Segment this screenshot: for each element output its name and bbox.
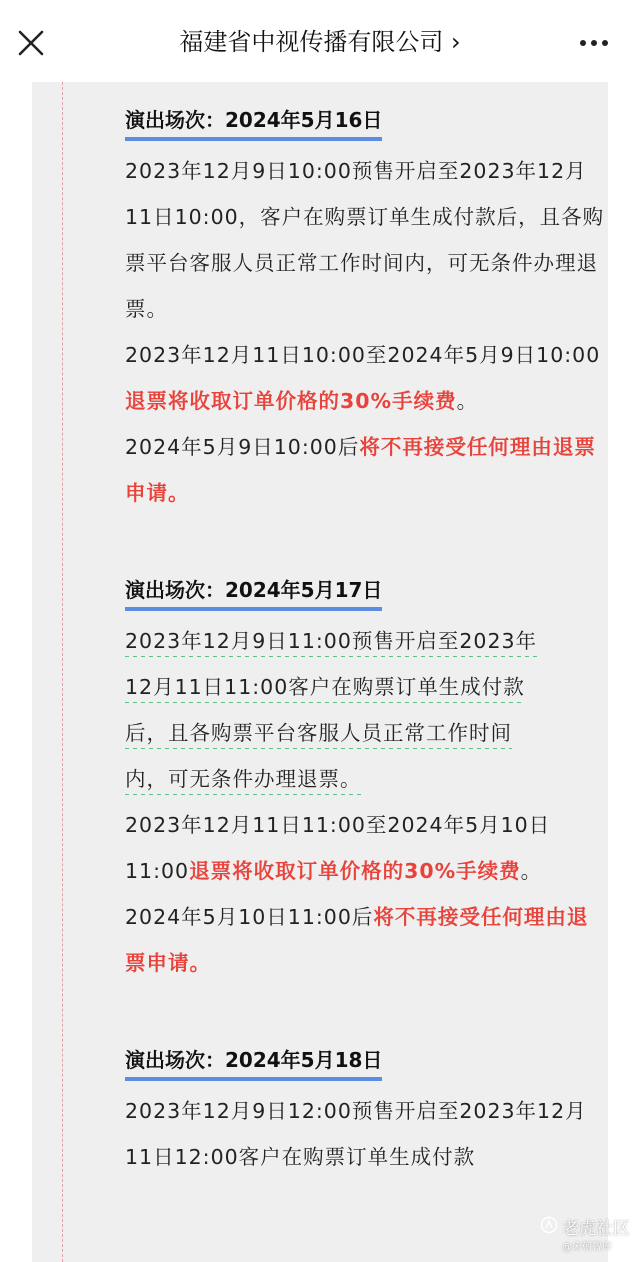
close-icon[interactable] [14,26,48,60]
section-heading: 演出场次：2024年5月17日 [125,572,382,610]
watermark-brand: 老虎社区 [562,1219,630,1239]
fee-notice: 退票将收取订单价格的30%手续费 [125,389,457,413]
no-refund-date: 2024年5月10日11:00后 [125,905,374,929]
watermark-author: @宋朝智库 [562,1242,612,1253]
account-title[interactable] [90,22,550,62]
fee-period: 2023年12月11日11:00至2024年5月10日11:00 [125,813,551,883]
margin-divider [62,82,63,1262]
no-refund-paragraph [125,894,605,986]
fee-end: 。 [456,389,479,413]
section-0518 [125,1042,605,1180]
account-name: 福建省中视传播有限公司 [179,28,444,56]
presale-line: 后，且各购票平台客服人员正常工作时间 [125,721,512,749]
presale-paragraph [125,618,605,802]
presale-line: 12月11日11:00客户在购票订单生成付款 [125,675,525,703]
section-0517 [125,572,605,986]
article-content [125,102,605,1236]
fee-paragraph [125,332,605,424]
no-refund-paragraph [125,424,605,516]
presale-line: 2023年12月9日11:00预售开启至2023年 [125,629,537,657]
more-icon[interactable] [574,26,614,60]
presale-paragraph: 2023年12月9日12:00预售开启至2023年12月11日12:00客户在购票订单生成付款 [125,1099,587,1169]
article-body[interactable] [32,82,608,1262]
no-refund-notice: 将不再接受任何理由退票申请。 [125,905,589,975]
chevron-right-icon: › [451,28,461,56]
no-refund-notice: 将不再接受任何理由退票申请。 [125,435,596,505]
nav-bar [0,0,640,82]
fee-period: 2023年12月11日10:00至2024年5月9日10:00 [125,343,601,367]
presale-paragraph: 2023年12月9日10:00预售开启至2023年12月11日10:00，客户在购票订单生成付款后，且各购票平台客服人员正常工作时间内，可无条件办理退票。 [125,159,605,321]
presale-line: 内，可无条件办理退票。 [125,767,362,795]
section-heading: 演出场次：2024年5月18日 [125,1042,382,1080]
watermark [540,1212,640,1262]
fee-notice: 退票将收取订单价格的30%手续费 [189,859,521,883]
no-refund-date: 2024年5月9日10:00后 [125,435,360,459]
tiger-logo-icon [540,1216,558,1234]
section-0516 [125,102,605,516]
section-heading: 演出场次：2024年5月16日 [125,102,382,140]
fee-end: 。 [520,859,543,883]
fee-paragraph [125,802,605,894]
